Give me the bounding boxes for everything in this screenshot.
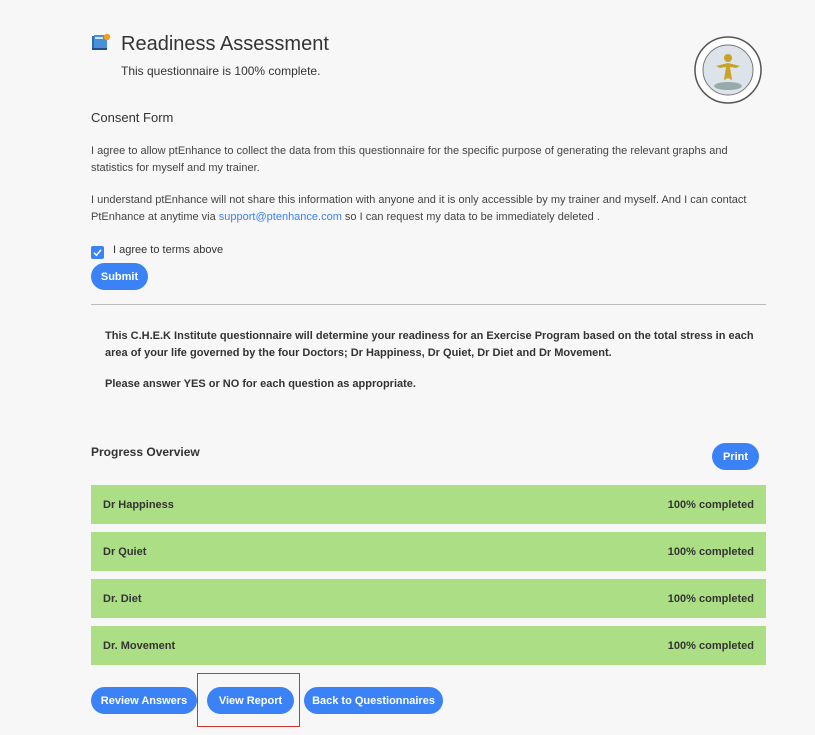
info-paragraph-1: This C.H.E.K Institute questionnaire will determine your readiness for an Exercise Program based on the total stress in each area of your life governed by the four Doctors; Dr Happiness, Dr Quiet, Dr Diet and Dr Movement. <box>105 330 754 359</box>
section-divider <box>91 304 766 305</box>
submit-button[interactable]: Submit <box>91 263 148 290</box>
review-answers-button[interactable]: Review Answers <box>91 687 197 714</box>
progress-row-status: 100% completed <box>667 592 754 605</box>
progress-row-dr-happiness <box>91 485 766 524</box>
back-to-questionnaires-button[interactable]: Back to Questionnaires <box>304 687 443 714</box>
progress-row-name: Dr. Movement <box>103 639 176 652</box>
agree-terms-label: I agree to terms above <box>113 244 224 256</box>
consent-paragraph-2-end: so I can request my data to be immediately deleted . <box>341 211 600 223</box>
consent-paragraph-1: I agree to allow ptEnhance to collect the data from this questionnaire for the specific purpose of generating the relevant graphs and statistics for myself and my trainer. <box>91 145 728 174</box>
agree-terms-checkbox[interactable] <box>91 246 104 259</box>
progress-row-name: Dr Happiness <box>103 498 174 511</box>
progress-row-dr-movement <box>91 626 766 665</box>
view-report-highlight <box>197 673 300 727</box>
questionnaire-book-icon <box>91 33 111 51</box>
progress-row-status: 100% completed <box>667 498 754 511</box>
print-button[interactable]: Print <box>712 443 759 470</box>
progress-row-status: 100% completed <box>667 545 754 558</box>
consent-form-heading: Consent Form <box>91 110 174 125</box>
progress-row-status: 100% completed <box>667 639 754 652</box>
progress-row-dr-diet <box>91 579 766 618</box>
checkmark-icon <box>93 248 102 257</box>
completion-status: This questionnaire is 100% complete. <box>121 64 321 78</box>
progress-row-name: Dr Quiet <box>103 545 147 558</box>
progress-row-name: Dr. Diet <box>103 592 142 605</box>
chek-institute-logo <box>690 36 766 104</box>
consent-paragraph-2 <box>91 192 767 226</box>
progress-overview-heading: Progress Overview <box>91 445 200 459</box>
consent-paragraph-2-text: I understand ptEnhance will not share this information with anyone and it is only accessible by my trainer and myself. And I can contact PtEnhance at anytime via <box>91 194 747 223</box>
progress-row-dr-quiet <box>91 532 766 571</box>
page-title: Readiness Assessment <box>121 33 329 55</box>
info-paragraph-2: Please answer YES or NO for each question as appropriate. <box>105 378 416 390</box>
view-report-button[interactable]: View Report <box>207 687 294 714</box>
support-email-link[interactable]: support@ptenhance.com <box>218 211 342 223</box>
